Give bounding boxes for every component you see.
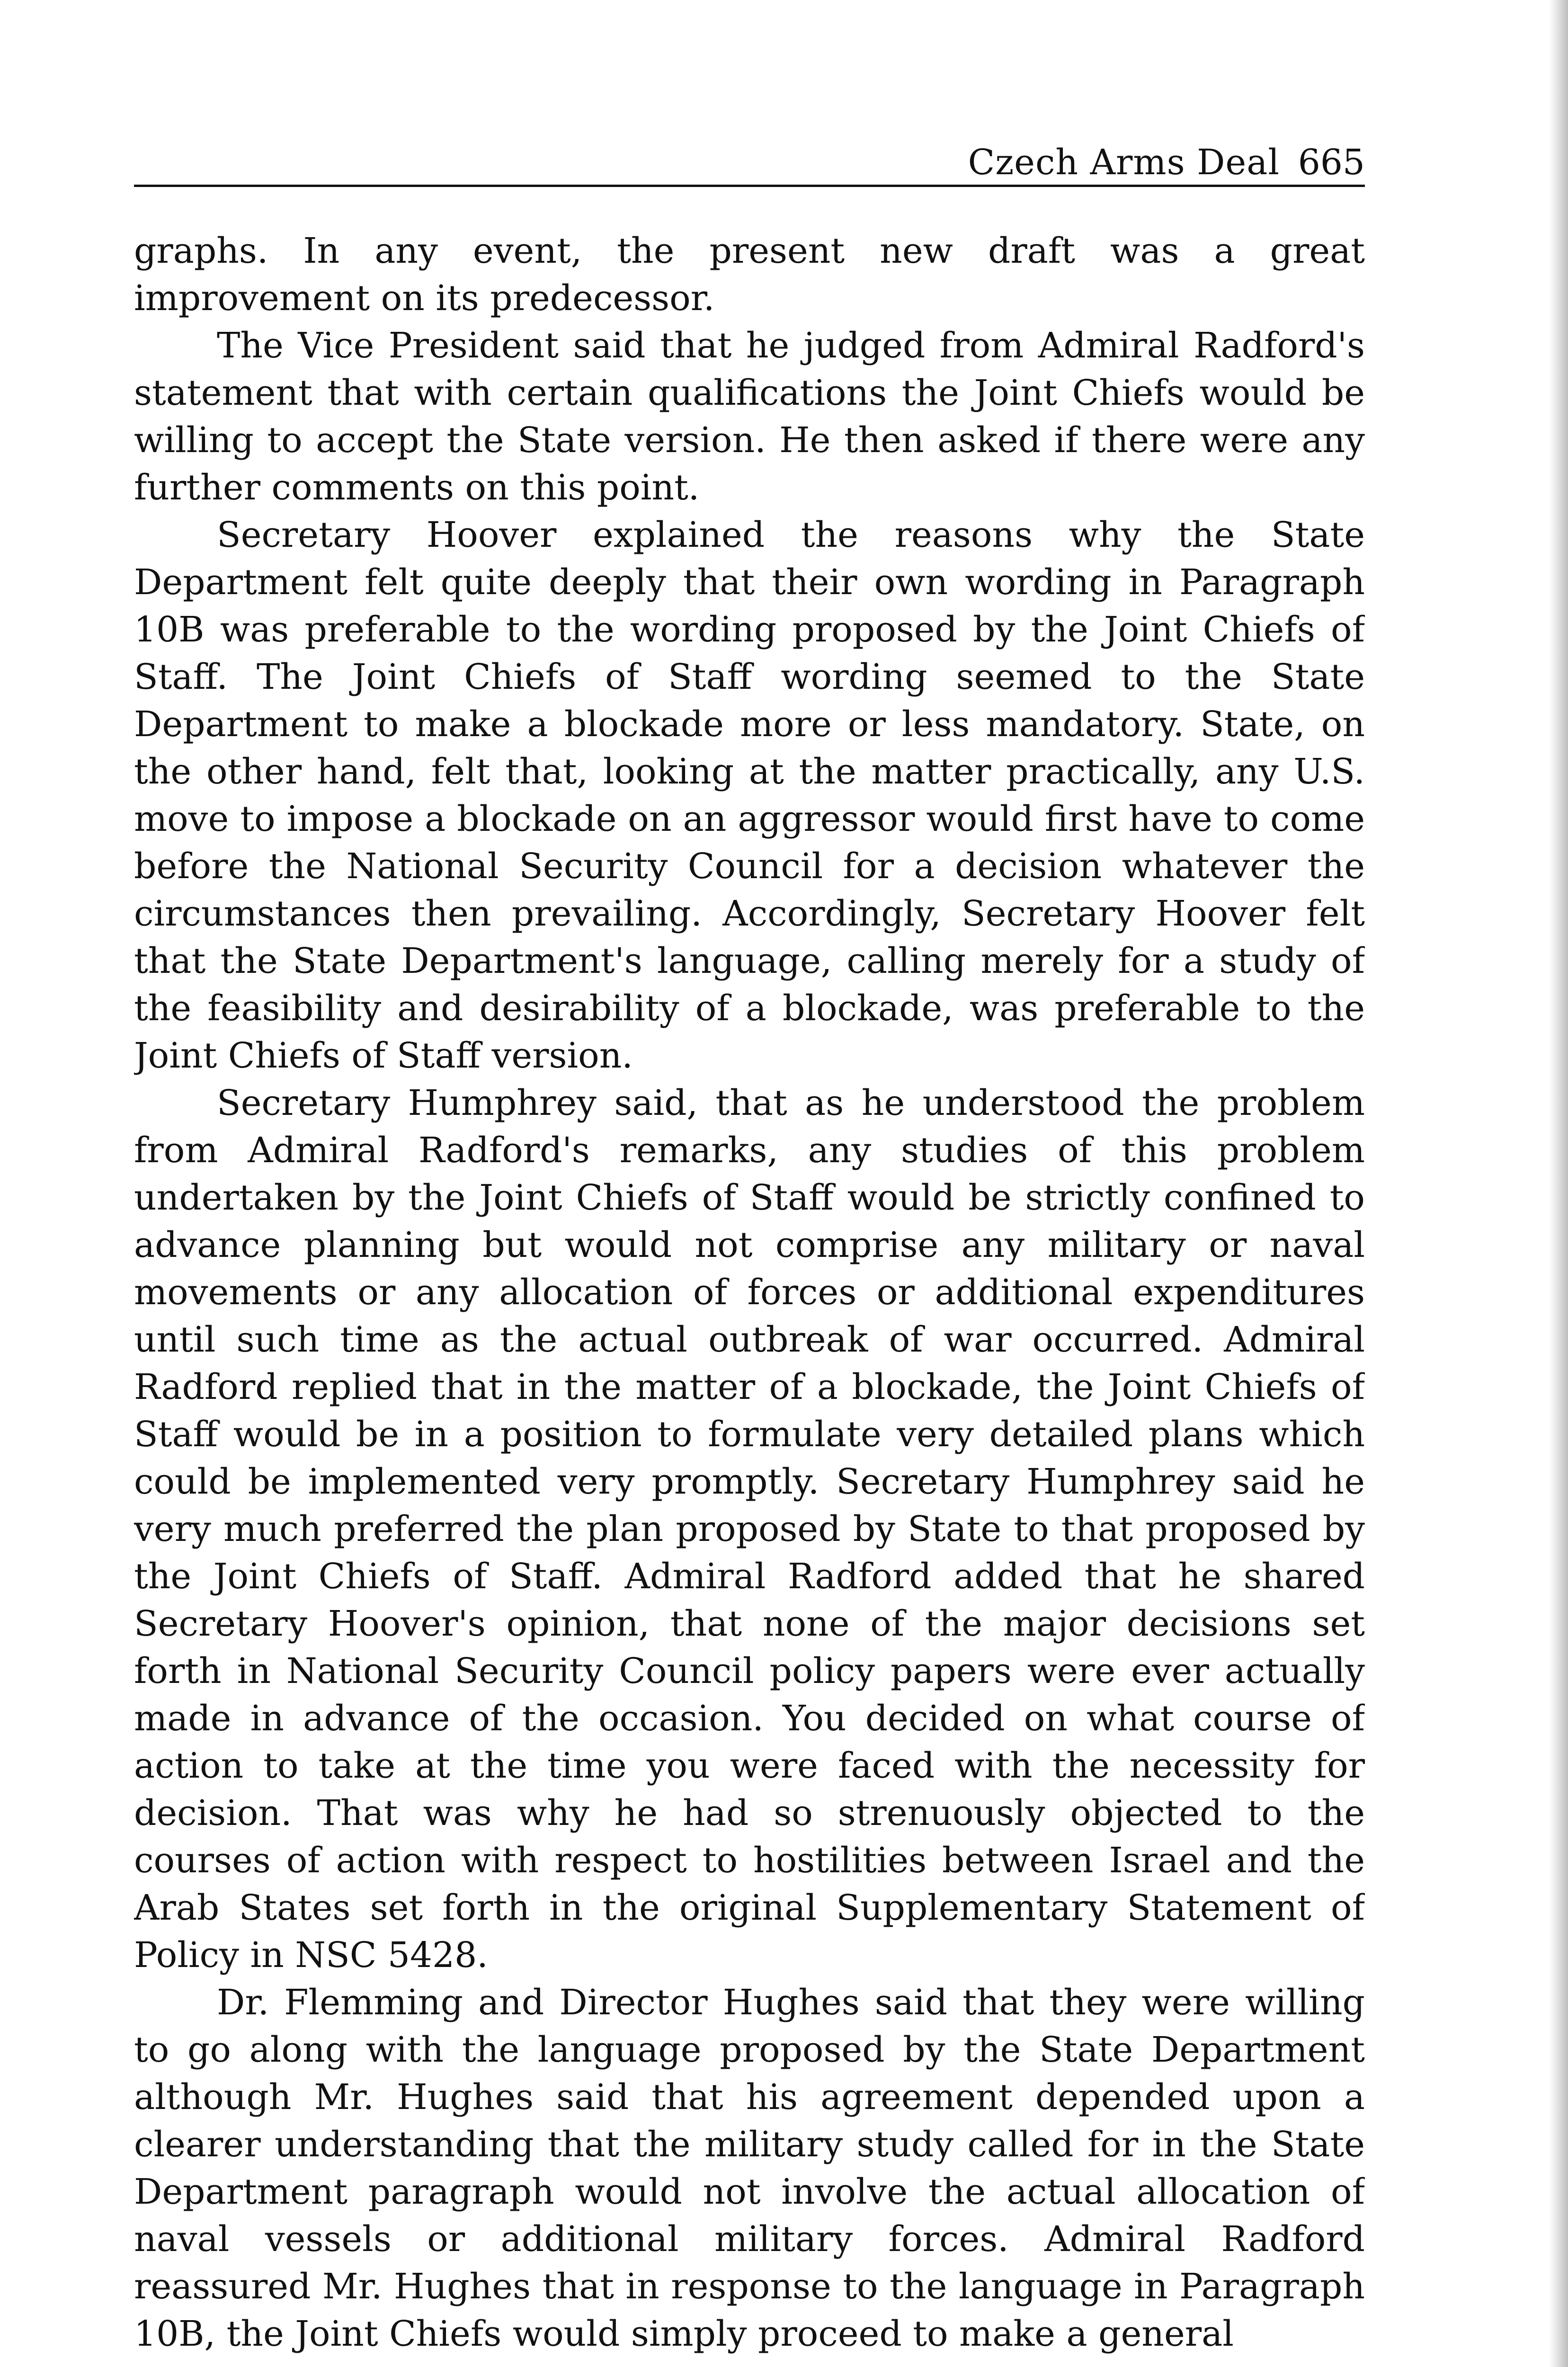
body-text <box>134 227 1365 2358</box>
page-edge-shadow <box>1549 0 1568 2367</box>
running-head <box>134 142 1365 187</box>
paragraph-secretary-humphrey: Secretary Humphrey said, that as he understood the problem from Admiral Radford's remarks, any studies of this problem undertaken by the Joint Chiefs of Staff would be strictly confined to advance planning but would not comprise any military or naval movements or any allocation of forces or additional expenditures until such time as the actual outbreak of war occurred. Admiral Radford replied that in the matter of a blockade, the Joint Chiefs of Staff would be in a position to formulate very detailed plans which could be implemented very promptly. Secretary Humphrey said he very much preferred the plan proposed by State to that proposed by the Joint Chiefs of Staff. Admiral Radford added that he shared Secretary Hoover's opinion, that none of the major decisions set forth in National Security Council policy papers were ever actually made in advance of the occasion. You decided on what course of action to take at the time you were faced with the necessity for decision. That was why he had so strenuously objected to the courses of action with respect to hostilities between Israel and the Arab States set forth in the original Supplementary Statement of Policy in NSC 5428. <box>134 1083 1365 1975</box>
page-number: 665 <box>1298 142 1365 183</box>
paragraph-continuation: graphs. In any event, the present new draft was a great improvement on its predecessor. <box>134 231 1365 319</box>
paragraph-secretary-hoover: Secretary Hoover explained the reasons why the State Department felt quite deeply that their own wording in Paragraph 10B was preferable to the wording proposed by the Joint Chiefs of Staff. The Joint Chiefs of Staff wording seemed to the State Department to make a blockade more or less mandatory. State, on the other hand, felt that, looking at the matter practically, any U.S. move to impose a blockade on an aggressor would first have to come before the National Security Council for a decision whatever the circumstances then prevailing. Accordingly, Secretary Hoover felt that the State Department's language, calling merely for a study of the feasibility and desirability of a blockade, was preferable to the Joint Chiefs of Staff version. <box>134 515 1365 1076</box>
paragraph-flemming-hughes: Dr. Flemming and Director Hughes said that they were willing to go along with the language proposed by the State Department although Mr. Hughes said that his agreement depended upon a clearer understanding that the military study called for in the State Department paragraph would not involve the actual allocation of naval vessels or additional military forces. Admiral Radford reassured Mr. Hughes that in response to the language in Paragraph 10B, the Joint Chiefs would simply proceed to make a general <box>134 1982 1365 2354</box>
paragraph-vice-president: The Vice President said that he judged from Admiral Radford's statement that with certain qualifications the Joint Chiefs would be willing to accept the State version. He then asked if there were any further comments on this point. <box>134 325 1365 508</box>
running-head-title: Czech Arms Deal <box>968 142 1280 183</box>
